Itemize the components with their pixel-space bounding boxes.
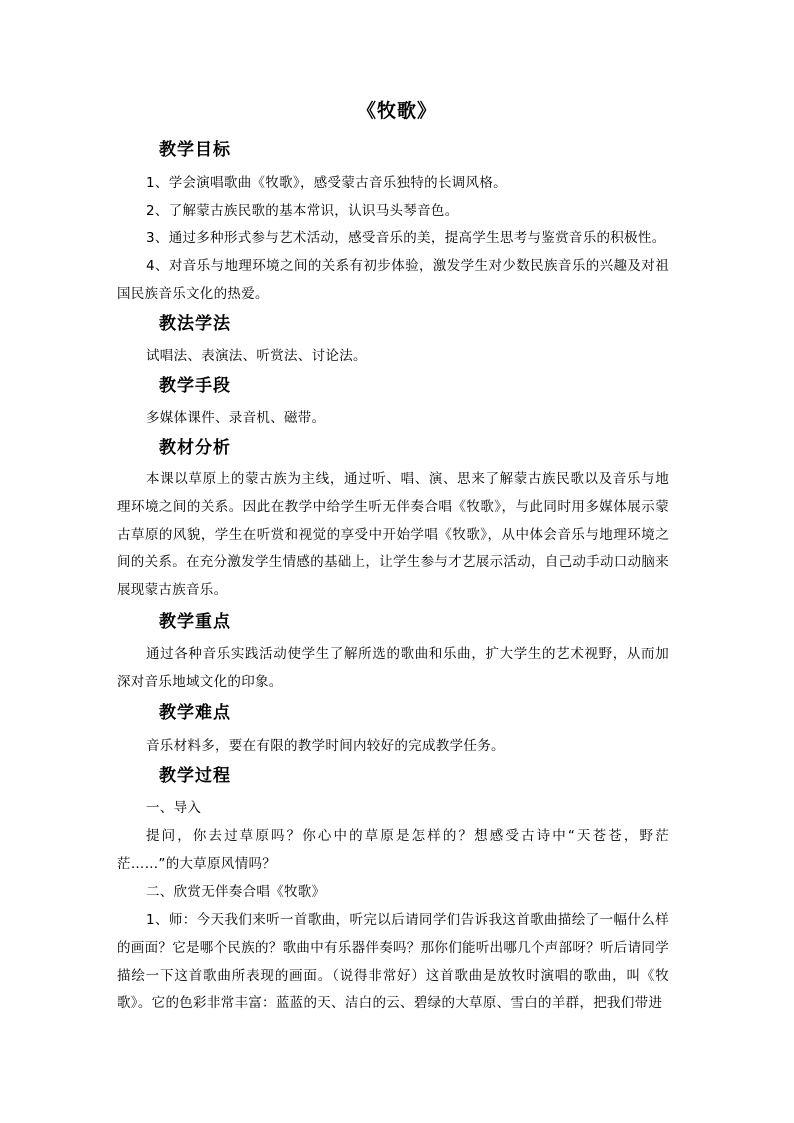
heading-difficulties: 教学难点 — [159, 703, 231, 723]
means-text: 多媒体课件、录音机、磁带。 — [146, 410, 326, 426]
document-title: 《牧歌》 — [356, 100, 437, 122]
process-step2-title: 二、欣赏无伴奏合唱《牧歌》 — [146, 884, 326, 900]
goal-item-4: 4、对音乐与地理环境之间的关系有初步体验，激发学生对少数民族音乐的兴趣及对祖国民族音乐文化的热爱。 — [117, 258, 669, 302]
heading-teaching-goals: 教学目标 — [159, 140, 231, 160]
process-step1-title: 一、导入 — [146, 800, 202, 816]
goal-item-1: 1、学会演唱歌曲《牧歌》，感受蒙古音乐独特的长调风格。 — [146, 175, 507, 191]
methods-text: 试唱法、表演法、听赏法、讨论法。 — [146, 348, 367, 364]
heading-material-analysis: 教材分析 — [159, 438, 231, 458]
process-step1-text: 提问，你去过草原吗？你心中的草原是怎样的？想感受古诗中“天苍苍，野茫茫……”的大草原风情吗？ — [117, 828, 669, 872]
goal-item-3: 3、通过多种形式参与艺术活动，感受音乐的美，提高学生思考与鉴赏音乐的积极性。 — [146, 230, 666, 246]
heading-teaching-process: 教学过程 — [159, 766, 231, 786]
heading-methods: 教法学法 — [159, 314, 231, 334]
key-points-text: 通过各种音乐实践活动使学生了解所选的歌曲和乐曲，扩大学生的艺术视野，从而加深对音乐地域文化的印象。 — [117, 646, 669, 690]
goal-item-2: 2、了解蒙古族民歌的基本常识，认识马头琴音色。 — [146, 203, 459, 219]
process-step2-text: 1、师：今天我们来听一首歌曲，听完以后请同学们告诉我这首歌曲描绘了一幅什么样的画面？它是哪个民族的？歌曲中有乐器伴奏吗？那你们能听出哪几个声部呀？听后请同学描绘一下这首歌曲所表现的画面。（说得非常好）这首歌曲是放牧时演唱的歌曲，叫《牧歌》。它的色彩非常丰富：蓝蓝的天、洁白的云、碧绿的大草原、雪白的羊群，把我们带进 — [117, 912, 669, 1012]
heading-teaching-means: 教学手段 — [159, 376, 231, 396]
difficulties-text: 音乐材料多，要在有限的教学时间内较好的完成教学任务。 — [146, 738, 505, 754]
analysis-text: 本课以草原上的蒙古族为主线，通过听、唱、演、思来了解蒙古族民歌以及音乐与地理环境之间的关系。因此在教学中给学生听无伴奏合唱《牧歌》，与此同时用多媒体展示蒙古草原的风貌，学生在听赏和视觉的享受中开始学唱《牧歌》，从中体会音乐与地理环境之间的关系。在充分激发学生情感的基础上，让学生参与才艺展示活动，自己动手动口动脑来展现蒙古族音乐。 — [117, 471, 669, 599]
heading-key-points: 教学重点 — [159, 612, 231, 632]
